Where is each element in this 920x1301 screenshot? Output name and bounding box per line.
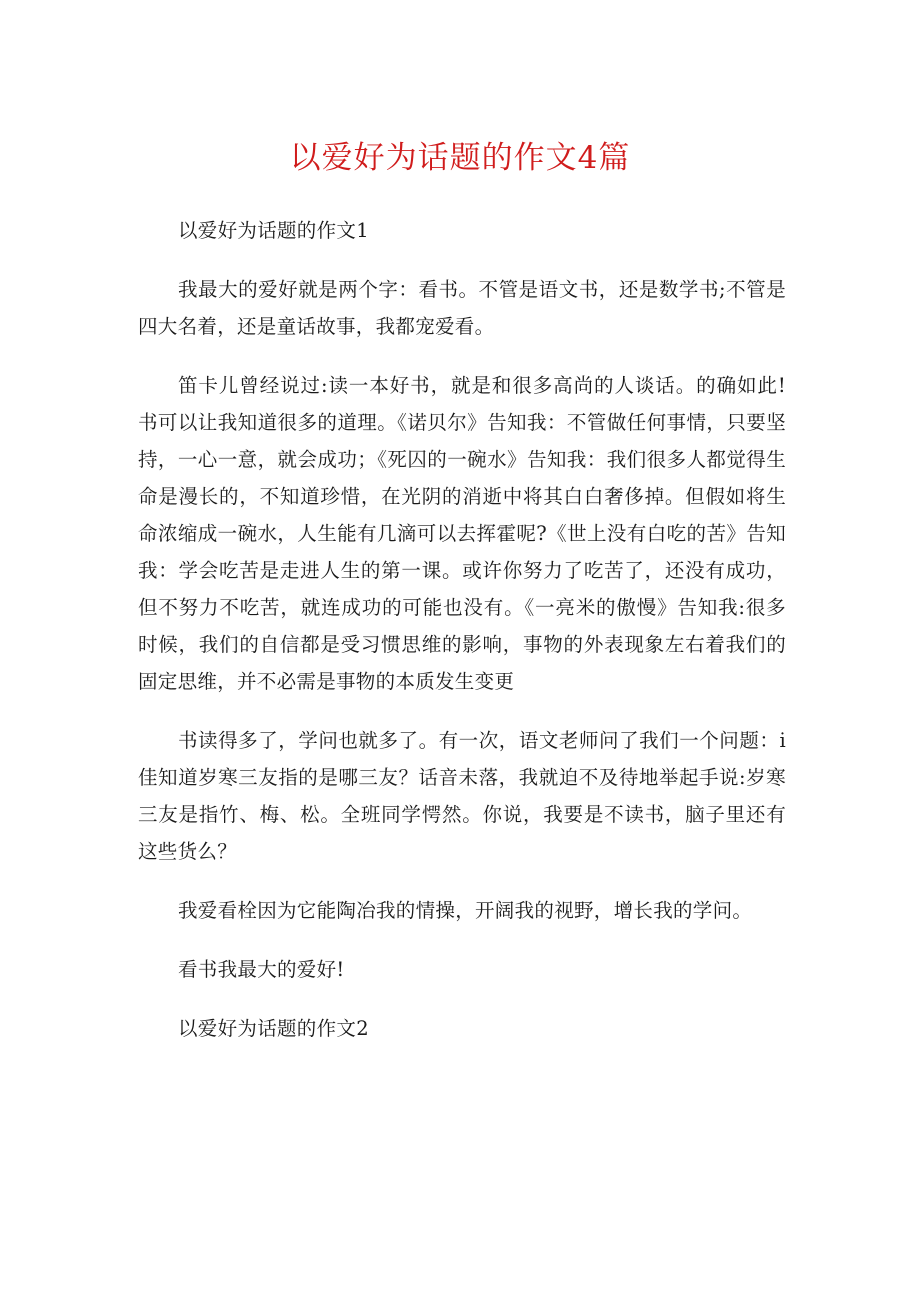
document-title: 以爱好为话题的作文4篇 [289,140,631,176]
document-body [138,212,786,1069]
paragraph: 书读得多了，学问也就多了。有一次，语文老师问了我们一个问题：i佳知道岁寒三友指的是哪三友？话音未落，我就迫不及待地举起手说:岁寒三友是指竹、梅、松。全班同学愕然。你说，我要是不读书，脑子里还有这些货么？ [138,729,786,863]
paragraph: 我爱看栓因为它能陶冶我的情操，开阔我的视野，增长我的学问。 [178,899,753,922]
paragraph: 我最大的爱好就是两个字：看书。不管是语文书，还是数学书;不管是四大名着，还是童话故事，我都宠爱看。 [138,278,786,338]
essay-heading-1: 以爱好为话题的作文1 [178,219,369,242]
essay-heading-2: 以爱好为话题的作文2 [178,1017,369,1040]
paragraph: 看书我最大的爱好! [178,958,345,981]
paragraph: 笛卡儿曾经说过:读一本好书，就是和很多高尚的人谈话。的确如此!书可以让我知道很多的道理。《诺贝尔》告知我：不管做任何事情，只要坚持，一心一意，就会成功；《死囚的一碗水》告知我：我们很多人都觉得生命是漫长的，不知道珍惜，在光阴的消逝中将其白白奢侈掉。但假如将生命浓缩成一碗水，人生能有几滴可以去挥霍呢?《世上没有白吃的苦》告知我：学会吃苦是走进人生的第一课。或许你努力了吃苦了，还没有成功，但不努力不吃苦，就连成功的可能也没有。《一亮米的傲慢》告知我:很多时候，我们的自信都是受习惯思维的影响，事物的外表现象左右着我们的固定思维，并不必需是事物的本质发生变更 [138,374,786,693]
